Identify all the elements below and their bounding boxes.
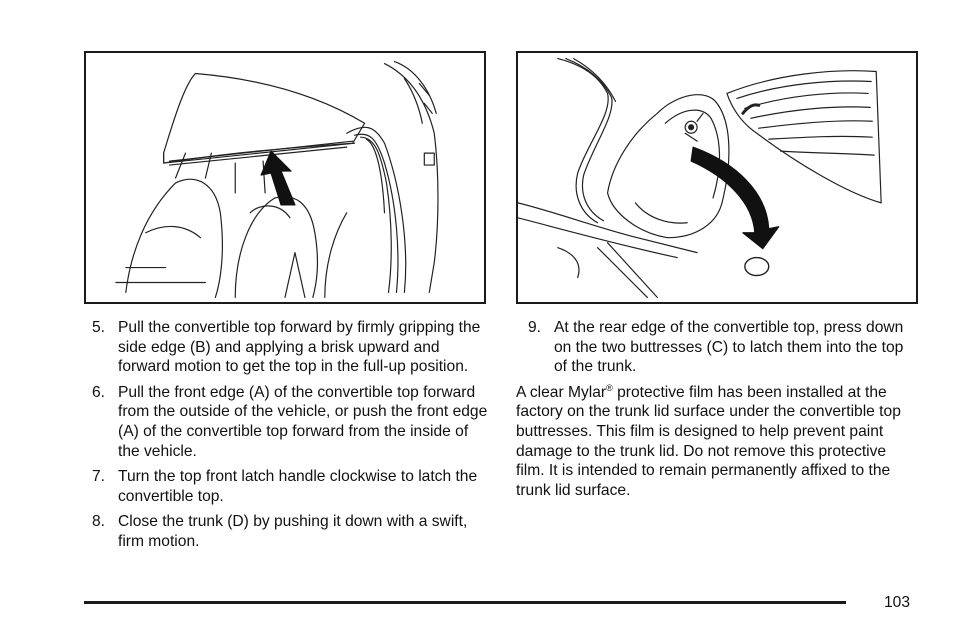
buttress-illustration [516, 51, 918, 304]
step-number: 5. [92, 319, 106, 336]
step-number: 7. [92, 468, 106, 486]
footer-rule [84, 601, 846, 604]
note-text-start: A clear Mylar [516, 383, 607, 401]
step-number: 8. [92, 513, 106, 531]
step-text: Close the trunk (D) by pushing it down with a swift, firm motion. [118, 513, 468, 550]
step-number: 9. [528, 319, 542, 336]
mylar-film-note [516, 383, 916, 501]
instructions-right-column [516, 318, 916, 500]
step-text: Pull the front edge (A) of the convertible top forward from the outside of the vehicle, or push the front edge (A) of the convertible top forward from the inside of the vehicle. [118, 383, 488, 460]
buttress-drawing [518, 53, 916, 302]
step-6 [92, 383, 492, 461]
step-text: At the rear edge of the convertible top, press down on the two buttresses (C) to latch them into the top of the trunk. [554, 319, 904, 376]
instructions-left-column [92, 318, 492, 558]
step-5 [92, 318, 492, 377]
step-7 [92, 467, 492, 506]
step-8 [92, 512, 492, 551]
page-number: 103 [884, 594, 911, 611]
step-number: 6. [92, 383, 106, 401]
step-9 [516, 318, 916, 377]
step-text: Pull the convertible top forward by firmly gripping the side edge (B) and applying a brisk upward and forward motion to get the top in the full-up position. [118, 319, 481, 376]
convertible-top-drawing [86, 53, 484, 302]
registered-mark: ® [606, 382, 613, 393]
step-text: Turn the top front latch handle clockwise to latch the convertible top. [118, 468, 478, 505]
note-text-rest: protective film has been installed at the factory on the trunk lid surface under the convertible top buttresses. This film is designed to help prevent paint damage to the trunk lid. Do not remove this protective film. It is intended to remain permanently affixed to the trunk lid surface. [516, 383, 901, 499]
convertible-top-illustration [84, 51, 486, 304]
